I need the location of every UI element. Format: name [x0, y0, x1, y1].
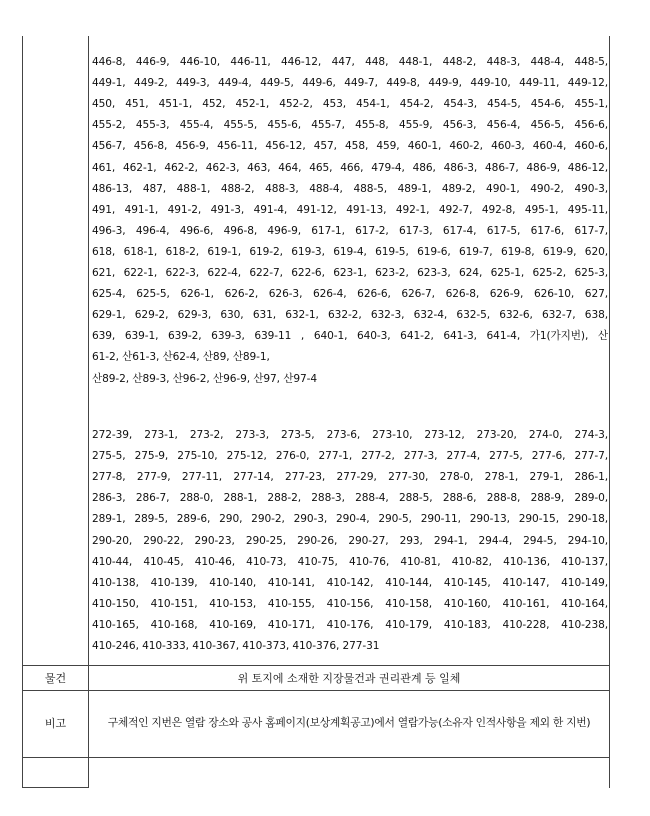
row-divider-remarks-bottom	[22, 757, 610, 758]
lot-line: 449-1, 449-2, 449-3, 449-4, 449-5, 449-6, 449-7, 449-8, 449-9, 449-10, 449-11, 449-12,	[92, 77, 608, 90]
lot-line: 산89-2, 산89-3, 산96-2, 산96-9, 산97, 산97-4	[92, 372, 317, 385]
lot-line: 639, 639-1, 639-2, 639-3, 639-11 , 640-1, 640-3, 641-2, 641-3, 641-4, 가1(가지번), 산	[92, 330, 608, 343]
lot-line: 446-8, 446-9, 446-10, 446-11, 446-12, 447, 448, 448-1, 448-2, 448-3, 448-4, 448-5,	[92, 56, 608, 68]
lot-line: 289-1, 289-5, 289-6, 290, 290-2, 290-3, 290-4, 290-5, 290-11, 290-13, 290-15, 290-18,	[92, 513, 608, 526]
lot-line: 491, 491-1, 491-2, 491-3, 491-4, 491-12, 491-13, 492-1, 492-7, 492-8, 495-1, 495-11,	[92, 203, 608, 216]
lot-line: 618, 618-1, 618-2, 619-1, 619-2, 619-3, 619-4, 619-5, 619-6, 619-7, 619-8, 619-9, 620,	[92, 245, 608, 258]
lot-line: 410-44, 410-45, 410-46, 410-73, 410-75, 410-76, 410-81, 410-82, 410-136, 410-137,	[92, 555, 608, 568]
lot-line: 455-2, 455-3, 455-4, 455-5, 455-6, 455-7, 455-8, 455-9, 456-3, 456-4, 456-5, 456-6,	[92, 119, 608, 132]
lot-line: 410-150, 410-151, 410-153, 410-155, 410-156, 410-158, 410-160, 410-161, 410-164,	[92, 597, 608, 610]
remarks-label: 비고	[44, 717, 67, 730]
lot-line: 410-246, 410-333, 410-367, 410-373, 410-376, 277-31	[92, 640, 380, 652]
goods-label: 물건	[44, 672, 67, 685]
lot-line: 272-39, 273-1, 273-2, 273-3, 273-5, 273-6, 273-10, 273-12, 273-20, 274-0, 274-3,	[92, 429, 608, 441]
lot-line: 286-3, 286-7, 288-0, 288-1, 288-2, 288-3, 288-4, 288-5, 288-6, 288-8, 288-9, 289-0,	[92, 492, 608, 505]
lot-line: 410-138, 410-139, 410-140, 410-141, 410-142, 410-144, 410-145, 410-147, 410-149,	[92, 576, 608, 589]
lot-line: 410-165, 410-168, 410-169, 410-171, 410-176, 410-179, 410-183, 410-228, 410-238,	[92, 618, 608, 631]
lot-line: 61-2, 산61-3, 산62-4, 산89, 산89-1,	[92, 351, 270, 364]
lot-line: 290-20, 290-22, 290-23, 290-25, 290-26, 290-27, 293, 294-1, 294-4, 294-5, 294-10,	[92, 534, 608, 547]
remarks-value: 구체적인 지번은 열람 장소와 공사 홈페이지(보상계획공고)에서 열람가능(소유자 인적사항을 제외 한 지번)	[107, 716, 591, 729]
lot-line: 496-3, 496-4, 496-6, 496-8, 496-9, 617-1, 617-2, 617-3, 617-4, 617-5, 617-6, 617-7,	[92, 224, 608, 237]
lot-line: 625-4, 625-5, 626-1, 626-2, 626-3, 626-4, 626-6, 626-7, 626-8, 626-9, 626-10, 627,	[92, 288, 608, 301]
table-right-border	[609, 36, 610, 788]
lot-line: 450, 451, 451-1, 452, 452-1, 452-2, 453, 454-1, 454-2, 454-3, 454-5, 454-6, 455-1,	[92, 98, 608, 111]
lot-line: 621, 622-1, 622-3, 622-4, 622-7, 622-6, 623-1, 623-2, 623-3, 624, 625-1, 625-2, 625-3,	[92, 267, 608, 279]
row-divider-remarks-top	[22, 690, 610, 691]
lot-line: 275-5, 275-9, 275-10, 275-12, 276-0, 277-1, 277-2, 277-3, 277-4, 277-5, 277-6, 277-7,	[92, 450, 608, 463]
goods-value: 위 토지에 소재한 지장물건과 권리관계 등 일체	[237, 672, 461, 685]
lot-line: 629-1, 629-2, 629-3, 630, 631, 632-1, 632-2, 632-3, 632-4, 632-5, 632-6, 632-7, 638,	[92, 309, 608, 322]
lot-line: 486-13, 487, 488-1, 488-2, 488-3, 488-4, 488-5, 489-1, 489-2, 490-1, 490-2, 490-3,	[92, 182, 608, 195]
lot-line: 277-8, 277-9, 277-11, 277-14, 277-23, 277-29, 277-30, 278-0, 278-1, 279-1, 286-1,	[92, 471, 608, 484]
lot-line: 456-7, 456-8, 456-9, 456-11, 456-12, 457, 458, 459, 460-1, 460-2, 460-3, 460-4, 460-6,	[92, 140, 608, 153]
lot-line: 461, 462-1, 462-2, 462-3, 463, 464, 465, 466, 479-4, 486, 486-3, 486-7, 486-9, 486-12,	[92, 161, 608, 174]
row-divider-goods-top	[22, 665, 610, 666]
